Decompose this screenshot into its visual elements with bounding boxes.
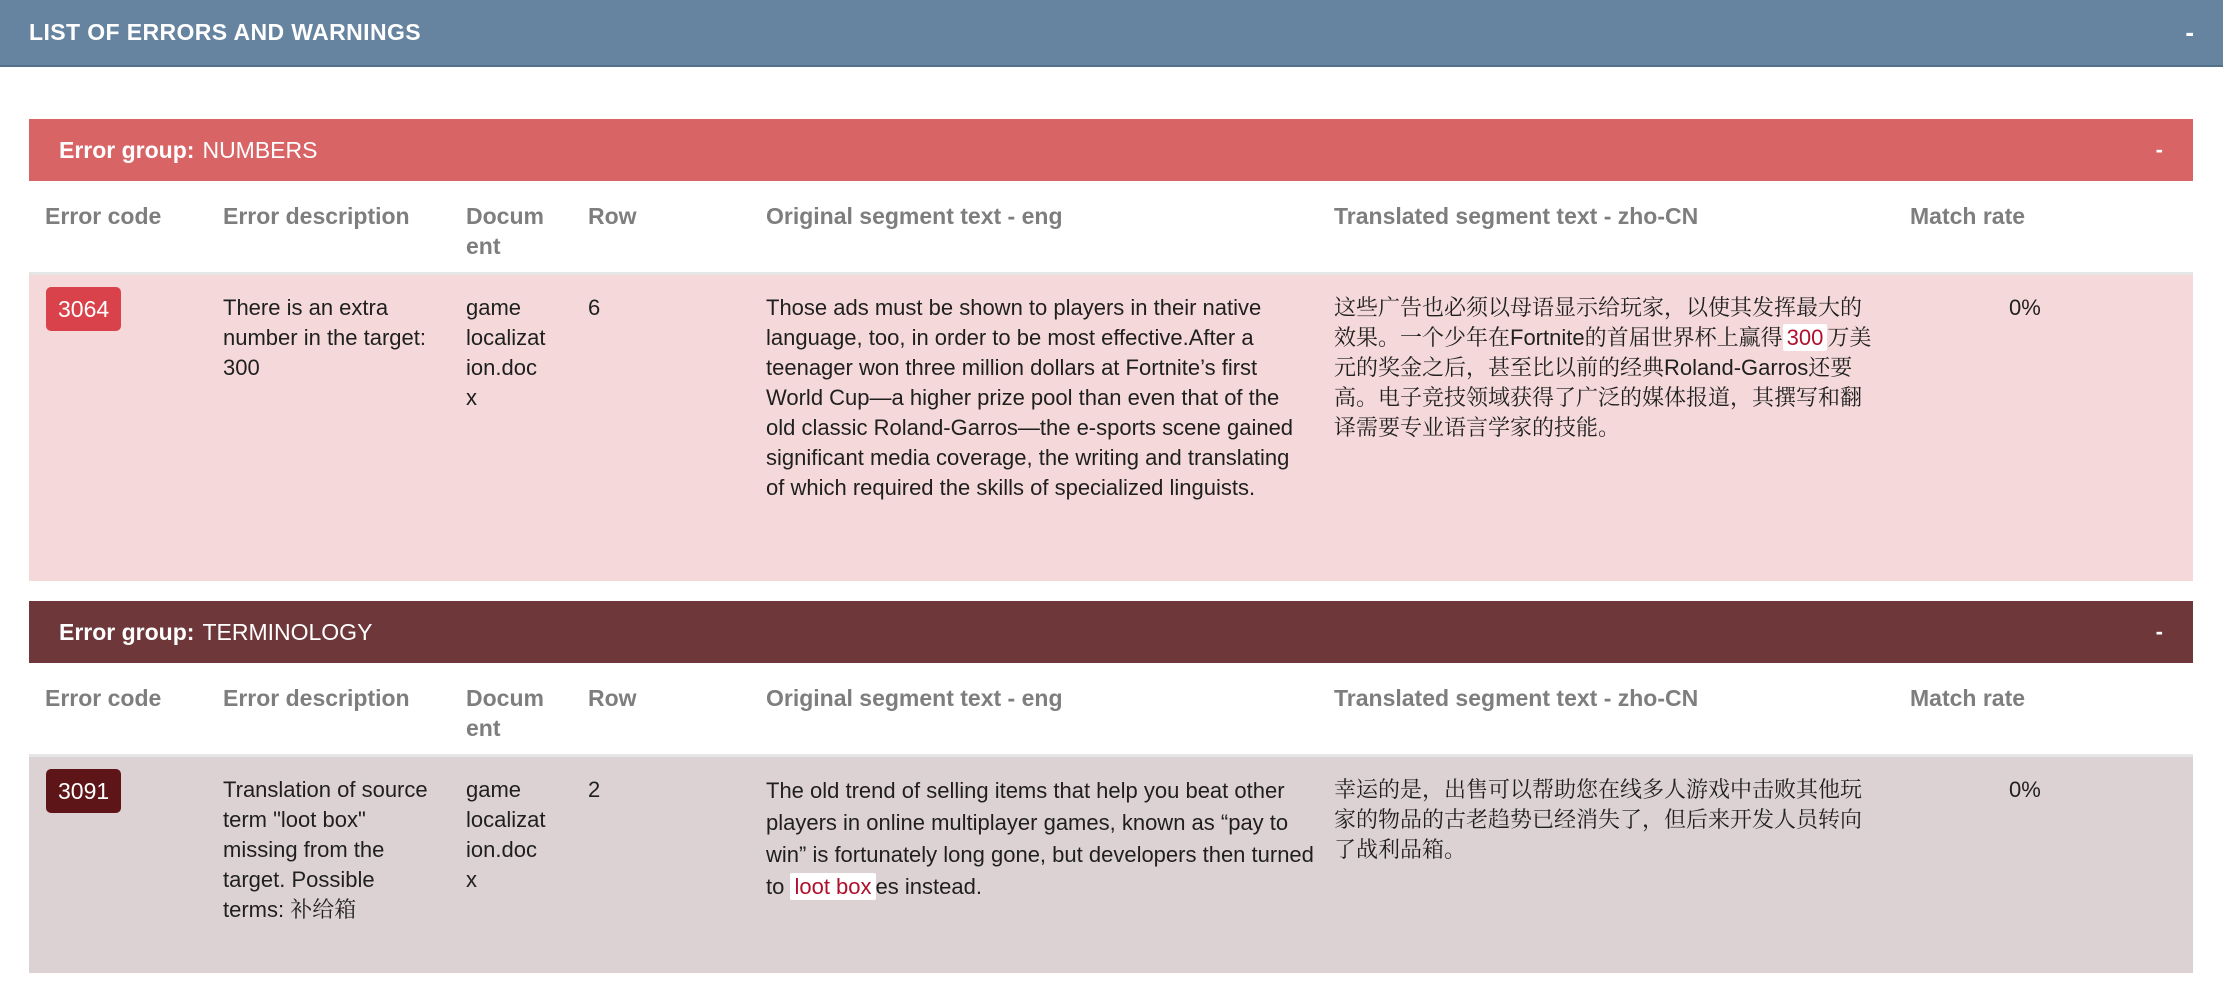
col-header-error-description: Error description [223,203,410,229]
error-group-header-terminology[interactable] [29,601,2193,663]
highlighted-number[interactable]: 300 [1783,324,1828,351]
translated-segment-text: 幸运的是，出售可以帮助您在线多人游戏中击败其他玩家的物品的古老趋势已经消失了，但后来开发人员转向了战利品箱。 [1334,777,1863,862]
error-description: Translation of source term "loot box" missing from the target. Possible terms: 补给箱 [223,777,428,922]
group-collapse-button[interactable]: - [2155,137,2163,162]
col-header-original: Original segment text - eng [766,685,1063,711]
translated-text-after: 万美元的奖金之后，甚至比以前的经典Roland-Garros还要高。电子竞技领域获得了广泛的媒体报道，其撰写和翻译需要专业语言学家的技能。 [1334,325,1872,440]
col-header-error-description: Error description [223,685,410,711]
group-name: TERMINOLOGY [202,618,373,645]
document-name: game localizat ion.doc x [466,295,546,410]
group-name: NUMBERS [202,136,318,163]
col-header-document: Docum ent [466,203,544,259]
translated-text-before: 这些广告也必须以母语显示给玩家，以使其发挥最大的效果。一个少年在Fortnite的首届世界杯上赢得 [1334,295,1863,350]
match-rate: 0% [2009,295,2041,320]
group-label: Error group: [59,136,195,163]
original-segment-text [766,775,1326,903]
column-headers [29,181,2193,275]
col-header-document: Docum ent [466,685,544,741]
highlighted-term[interactable]: loot box [790,873,875,900]
col-header-error-code: Error code [45,685,162,711]
group-title [59,619,372,646]
col-header-match-rate: Match rate [1910,203,2026,229]
original-text-before: The old trend of selling items that help you beat other players in online multiplayer games, known as “pay to win” is fortunately long gone, but developers then turned to [766,778,1314,899]
document-name: game localizat ion.doc x [466,777,546,892]
error-description: There is an extra number in the target: 300 [223,295,427,380]
col-header-row: Row [588,685,637,711]
match-rate: 0% [2009,777,2041,802]
col-header-error-code: Error code [45,203,162,229]
group-label: Error group: [59,618,195,645]
table-row [29,275,2193,581]
error-code-badge[interactable]: 3064 [46,287,121,331]
table-row [29,757,2193,973]
group-title [59,137,317,164]
panel-collapse-button[interactable]: - [2185,17,2194,47]
error-code-badge[interactable]: 3091 [46,769,121,813]
original-text-after: es instead. [875,874,982,899]
original-segment-text: Those ads must be shown to players in their native language, too, in order to be most effective.After a teenager won three million dollars at Fortnite’s first World Cup—a higher prize pool than even that of the old classic Roland-Garros—the e-sports scene gained significant media coverage, the writing and translating of which required the skills of specialized linguists. [766,295,1294,500]
panel-title: LIST OF ERRORS AND WARNINGS [29,19,422,45]
errors-panel-header [0,0,2223,67]
col-header-translated: Translated segment text - zho-CN [1334,203,1699,229]
col-header-translated: Translated segment text - zho-CN [1334,685,1699,711]
group-collapse-button[interactable]: - [2155,619,2163,644]
error-group-header-numbers[interactable] [29,119,2193,181]
col-header-original: Original segment text - eng [766,203,1063,229]
col-header-match-rate: Match rate [1910,685,2026,711]
row-number: 2 [588,777,601,802]
column-headers [29,663,2193,757]
row-number: 6 [588,295,601,320]
translated-segment-text [1334,293,1879,443]
col-header-row: Row [588,203,637,229]
